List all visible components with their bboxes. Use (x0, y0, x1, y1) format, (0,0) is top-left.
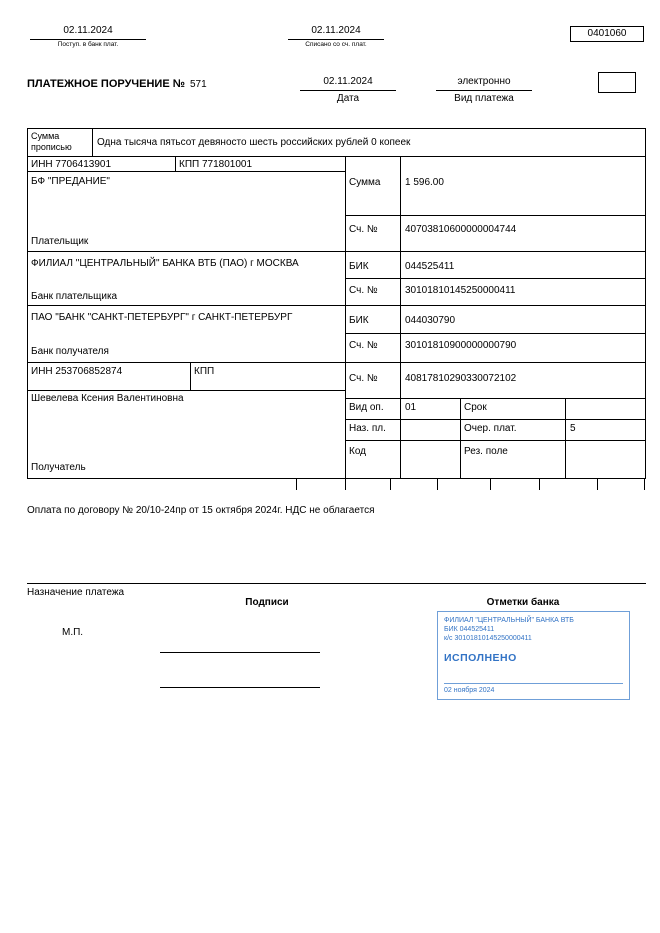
payee-account-label: Сч. № (349, 373, 378, 384)
table-hline (27, 362, 646, 363)
amount-words-value: Одна тысяча пятьсот девяносто шесть российских рублей 0 копеек (97, 137, 411, 148)
document-title: ПЛАТЕЖНОЕ ПОРУЧЕНИЕ № (27, 78, 185, 90)
table-hline (345, 333, 645, 334)
document-date-block (300, 76, 396, 105)
payee-bank-account: 30101810900000000790 (405, 340, 517, 351)
signature-line (160, 687, 320, 688)
table-hline (27, 251, 646, 252)
payer-bank-bik-label: БИК (349, 261, 369, 272)
table-vline (345, 156, 346, 478)
bank-marks-label: Отметки банка (486, 597, 560, 608)
table-vline (460, 398, 461, 478)
priority-value: 5 (570, 423, 576, 434)
op-type-label: Вид оп. (349, 402, 384, 413)
received-in-bank-block (30, 25, 146, 49)
signature-line (160, 652, 320, 653)
stamp-corr-account: к/с 30101810145250000411 (444, 635, 532, 642)
table-hline (345, 398, 645, 399)
payer-kpp: КПП 771801001 (179, 159, 253, 170)
purpose-code-label: Наз. пл. (349, 423, 386, 434)
op-type-value: 01 (405, 402, 417, 413)
payer-bank-bik: 044525411 (405, 261, 455, 272)
table-hline (27, 390, 345, 391)
table-vline (190, 362, 191, 390)
stamp-date: 02 ноября 2024 (444, 683, 623, 695)
table-vline (92, 128, 93, 156)
payee-bank-bik: 044030790 (405, 315, 456, 326)
table-hline (345, 215, 645, 216)
payee-bank-account-label: Сч. № (349, 340, 378, 351)
payer-account: 40703810600000004744 (405, 224, 517, 235)
table-hline (27, 171, 345, 172)
table-vline (645, 128, 646, 479)
payee-bank-name: ПАО "БАНК "САНКТ-ПЕТЕРБУРГ" г САНКТ-ПЕТЕРБУРГ (31, 312, 293, 323)
title-row (27, 78, 207, 91)
table-hline (27, 156, 646, 157)
table-vline (565, 398, 566, 478)
reserve-field-label: Рез. поле (464, 446, 508, 457)
stamp-place-label: М.П. (62, 627, 84, 638)
field-tick-mark (345, 479, 346, 490)
payer-bank-account-label: Сч. № (349, 285, 378, 296)
field-tick-mark (539, 479, 540, 490)
payee-account: 40817810290330072102 (405, 373, 517, 384)
payee-label: Получатель (31, 462, 86, 473)
document-date-label: Дата (336, 93, 360, 104)
payer-label: Плательщик (31, 236, 89, 247)
debited-from-account-block (288, 25, 384, 49)
bank-stamp (437, 611, 630, 700)
document-number: 571 (189, 79, 207, 90)
stamp-bank-name: ФИЛИАЛ "ЦЕНТРАЛЬНЫЙ" БАНКА ВТБ (444, 617, 574, 624)
amount-label: Сумма (349, 177, 381, 188)
field-tick-mark (490, 479, 491, 490)
status-code-box (598, 72, 636, 93)
payment-purpose-text: Оплата по договору № 20/10-24пр от 15 октября 2024г. НДС не облагается (27, 505, 375, 516)
table-vline (175, 156, 176, 171)
payee-bank-label: Банк получателя (31, 346, 109, 357)
payer-bank-name: ФИЛИАЛ "ЦЕНТРАЛЬНЫЙ" БАНКА ВТБ (ПАО) г МОСКВА (31, 258, 299, 269)
debited-date: 02.11.2024 (288, 25, 384, 40)
payee-name: Шевелева Ксения Валентиновна (31, 393, 184, 404)
table-vline (400, 156, 401, 478)
field-tick-mark (597, 479, 598, 490)
signatures-label: Подписи (245, 597, 289, 608)
field-tick-mark (644, 479, 645, 490)
table-vline (27, 128, 28, 479)
payment-kind-label: Вид платежа (454, 93, 514, 104)
stamp-status: ИСПОЛНЕНО (444, 652, 517, 664)
payment-kind: электронно (436, 76, 532, 91)
payer-account-label: Сч. № (349, 224, 378, 235)
payee-inn: ИНН 253706852874 (31, 366, 123, 377)
payee-kpp-label: КПП (194, 366, 215, 377)
field-tick-mark (390, 479, 391, 490)
table-hline (345, 278, 645, 279)
stamp-bik: БИК 044525411 (444, 626, 495, 633)
payment-purpose-label: Назначение платежа (27, 587, 125, 598)
payer-bank-label: Банк плательщика (31, 291, 118, 302)
code-label: Код (349, 446, 367, 457)
document-date: 02.11.2024 (300, 76, 396, 91)
priority-label: Очер. плат. (464, 423, 517, 434)
received-date-label: Поступ. в банк плат. (57, 41, 119, 48)
table-hline (27, 305, 646, 306)
payee-bank-bik-label: БИК (349, 315, 369, 326)
table-hline (345, 419, 645, 420)
amount-words-label: Сумма прописью (31, 131, 72, 152)
field-tick-mark (296, 479, 297, 490)
amount-value: 1 596.00 (405, 177, 444, 188)
form-code-box: 0401060 (570, 26, 644, 42)
field-tick-mark (437, 479, 438, 490)
debited-date-label: Списано со сч. плат. (305, 41, 367, 48)
table-hline (27, 128, 646, 129)
payment-kind-block (436, 76, 532, 105)
table-hline (345, 440, 645, 441)
payer-inn: ИНН 7706413901 (31, 159, 112, 170)
purpose-underline (27, 583, 646, 584)
payer-bank-account: 30101810145250000411 (405, 285, 516, 296)
received-date: 02.11.2024 (30, 25, 146, 40)
term-label: Срок (464, 402, 487, 413)
table-hline (27, 478, 646, 479)
payer-name: БФ "ПРЕДАНИЕ" (31, 176, 110, 187)
